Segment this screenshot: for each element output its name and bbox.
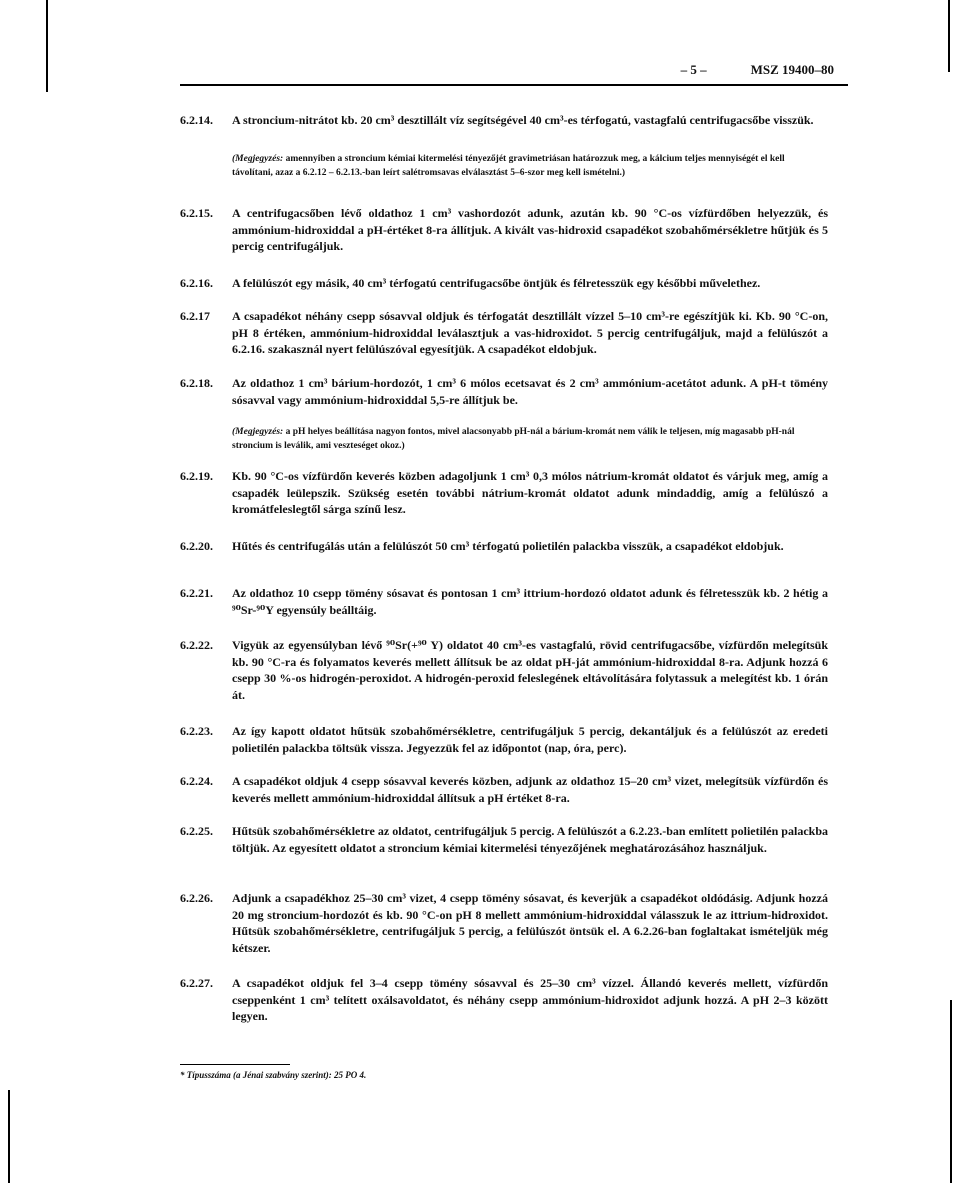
page-number: – 5 – — [680, 62, 707, 77]
paragraph-text: A csapadékot oldjuk fel 3–4 csepp tömény sósavval és 25–30 cm³ vízzel. Állandó keverés mellett, vízfürdőn cseppenként 1 cm³ telített oxálsavoldatot, és néhány csepp ammónium-hidroxidot adjunk hozzá. A pH 2–3 között legyen. — [232, 976, 828, 1023]
paragraph-6-2-20 — [180, 538, 828, 555]
note-text: amennyiben a stroncium kémiai kitermelési tényezőjét gravimetriásan határozzuk meg, a kálcium teljes mennyiségét el kell távolítani, azaz a 6.2.12 – 6.2.13.-ban leírt salétromsavas elválasztást 5–6-szor meg kell ismételni.) — [232, 154, 785, 178]
paragraph-6-2-16 — [180, 275, 828, 292]
paragraph-text: Hűtsük szobahőmérsékletre az oldatot, centrifugáljuk 5 percig. A felülúszót a 6.2.23.-ban említett polietilén palackba töltjük. Az egyesített oldatot a stroncium kémiai kitermelési tényezőjének meghatározásához használjuk. — [232, 824, 828, 855]
paragraph-6-2-26 — [180, 890, 828, 956]
paragraph-number: 6.2.19. — [180, 469, 213, 483]
paragraph-number: 6.2.26. — [180, 891, 213, 905]
paragraph-text: Az így kapott oldatot hűtsük szobahőmérsékletre, centrifugáljuk 5 percig, dekantáljuk és a felülúszót az eredeti polietilén palackba töltsük vissza. Jegyezzük fel az időpontot (nap, óra, perc). — [232, 724, 828, 755]
paragraph-text: Hűtés és centrifugálás után a felülúszót 50 cm³ térfogatú polietilén palackba visszük, a csapadékot eldobjuk. — [232, 539, 784, 553]
scan-edge-line-left-lower — [8, 1090, 10, 1183]
paragraph-text: A centrifugacsőben lévő oldathoz 1 cm³ vashordozót adunk, azután kb. 90 °C-os vízfürdőben helyezzük, és ammónium-hidroxiddal a pH-értéket 8-ra állítjuk. A kivált vas-hidroxid csapadékot szobahőmérsékletre hűtjük és 5 percig centrifugáljuk. — [232, 206, 828, 253]
header-rule — [180, 84, 848, 86]
paragraph-text: Kb. 90 °C-os vízfürdőn keverés közben adagoljunk 1 cm³ 0,3 mólos nátrium-kromát oldatot és várjuk meg, amíg a csapadék leülepszik. Szükség esetén további nátrium-kromát oldatot adunk mindaddig, amíg a felülúszó a kromátfeleslegtől sárga színű lesz. — [232, 469, 828, 516]
paragraph-number: 6.2.15. — [180, 206, 213, 220]
paragraph-number: 6.2.17 — [180, 309, 210, 323]
paragraph-text: A csapadékot oldjuk 4 csepp sósavval keverés közben, adjunk az oldathoz 15–20 cm³ vizet, melegítsük vízfürdőn és keverés mellett ammónium-hidroxiddal állítsuk a pH értéket 8-ra. — [232, 774, 828, 805]
scan-edge-line-right-lower — [950, 1000, 952, 1183]
note-ph — [232, 425, 822, 453]
paragraph-text: Vigyük az egyensúlyban lévő ⁹⁰Sr(+⁹⁰ Y) oldatot 40 cm³-es vastagfalú, rövid centrifugacsőbe, vízfürdőn melegítsük kb. 90 °C-ra és folyamatos keverés mellett állítsuk be az oldat pH-ját ammónium-hidroxiddal 8-ra. Adjunk hozzá 6 csepp 30 %-os hidrogén-peroxidot. A hidrogén-peroxid feleslegének eltávolítására folytassuk a melegítést kb. 1 órán át. — [232, 638, 828, 702]
paragraph-number: 6.2.16. — [180, 276, 213, 290]
paragraph-6-2-27 — [180, 975, 828, 1025]
paragraph-number: 6.2.21. — [180, 586, 213, 600]
paragraph-6-2-25 — [180, 823, 828, 856]
note-lead: (Megjegyzés: — [232, 154, 284, 164]
paragraph-text: Az oldathoz 1 cm³ bárium-hordozót, 1 cm³ 6 mólos ecetsavat és 2 cm³ ammónium-acetátot adunk. A pH-t tömény sósavval vagy ammónium-hidroxiddal 5,5-re állítjuk be. — [232, 376, 828, 407]
paragraph-6-2-14 — [180, 112, 828, 129]
paragraph-text: Az oldathoz 10 csepp tömény sósavat és pontosan 1 cm³ ittrium-hordozó oldatot adunk és félretesszük kb. 2 hétig a ⁹⁰Sr-⁹⁰Y egyensúly beálltáig. — [232, 586, 828, 617]
paragraph-6-2-15 — [180, 205, 828, 255]
paragraph-number: 6.2.25. — [180, 824, 213, 838]
footnote-rule — [180, 1064, 290, 1065]
paragraph-6-2-24 — [180, 773, 828, 806]
paragraph-number: 6.2.18. — [180, 376, 213, 390]
paragraph-6-2-22 — [180, 637, 828, 703]
paragraph-number: 6.2.14. — [180, 113, 213, 127]
paragraph-6-2-21 — [180, 585, 828, 618]
paragraph-text: A stroncium-nitrátot kb. 20 cm³ desztillált víz segítségével 40 cm³-es térfogatú, vastagfalú centrifugacsőbe visszük. — [232, 113, 814, 127]
paragraph-text: Adjunk a csapadékhoz 25–30 cm³ vizet, 4 csepp tömény sósavat, és keverjük a csapadékot oldódásig. Adjunk hozzá 20 mg stroncium-hordozót és kb. 90 °C-on pH 8 mellett ammónium-hidroxiddal válasszuk le az ittrium-hidroxidot. Hűtsük szobahőmérsékletre, centrifugáljuk 5 percig, a felülúszót öntsük el. A 6.2.26-ban foglaltakat ismételjük még kétszer. — [232, 891, 828, 955]
paragraph-number: 6.2.23. — [180, 724, 213, 738]
paragraph-number: 6.2.22. — [180, 638, 213, 652]
page-header — [180, 62, 834, 78]
standard-id: MSZ 19400–80 — [750, 62, 834, 77]
note-text: a pH helyes beállítása nagyon fontos, mivel alacsonyabb pH-nál a bárium-kromát nem válik le teljesen, míg magasabb pH-nál stroncium is leválik, ami veszteséget okoz.) — [232, 427, 795, 451]
footnote: * Típusszáma (a Jénai szabvány szerint): 25 PO 4. — [180, 1070, 367, 1080]
note-gravimetric — [232, 152, 822, 180]
paragraph-text: A felülúszót egy másik, 40 cm³ térfogatú centrifugacsőbe öntjük és félretesszük egy későbbi művelethez. — [232, 276, 761, 290]
paragraph-text: A csapadékot néhány csepp sósavval oldjuk és térfogatát desztillált vízzel 5–10 cm³-re egészítjük ki. Kb. 90 °C-on, pH 8 értéken, ammónium-hidroxiddal leválasztjuk a vas-hidroxidot. 5 percig centrifugáljuk, majd a felülúszót a 6.2.16. szakasznál nyert felülúszóval egyesítjük. A csapadékot eldobjuk. — [232, 309, 828, 356]
scan-edge-line-right — [948, 0, 950, 72]
paragraph-number: 6.2.20. — [180, 539, 213, 553]
paragraph-number: 6.2.24. — [180, 774, 213, 788]
paragraph-6-2-19 — [180, 468, 828, 518]
paragraph-6-2-18 — [180, 375, 828, 408]
scan-edge-line-left — [46, 0, 48, 92]
paragraph-6-2-17 — [180, 308, 828, 358]
note-lead: (Megjegyzés: — [232, 427, 284, 437]
paragraph-number: 6.2.27. — [180, 976, 213, 990]
paragraph-6-2-23 — [180, 723, 828, 756]
document-page — [180, 62, 834, 1080]
